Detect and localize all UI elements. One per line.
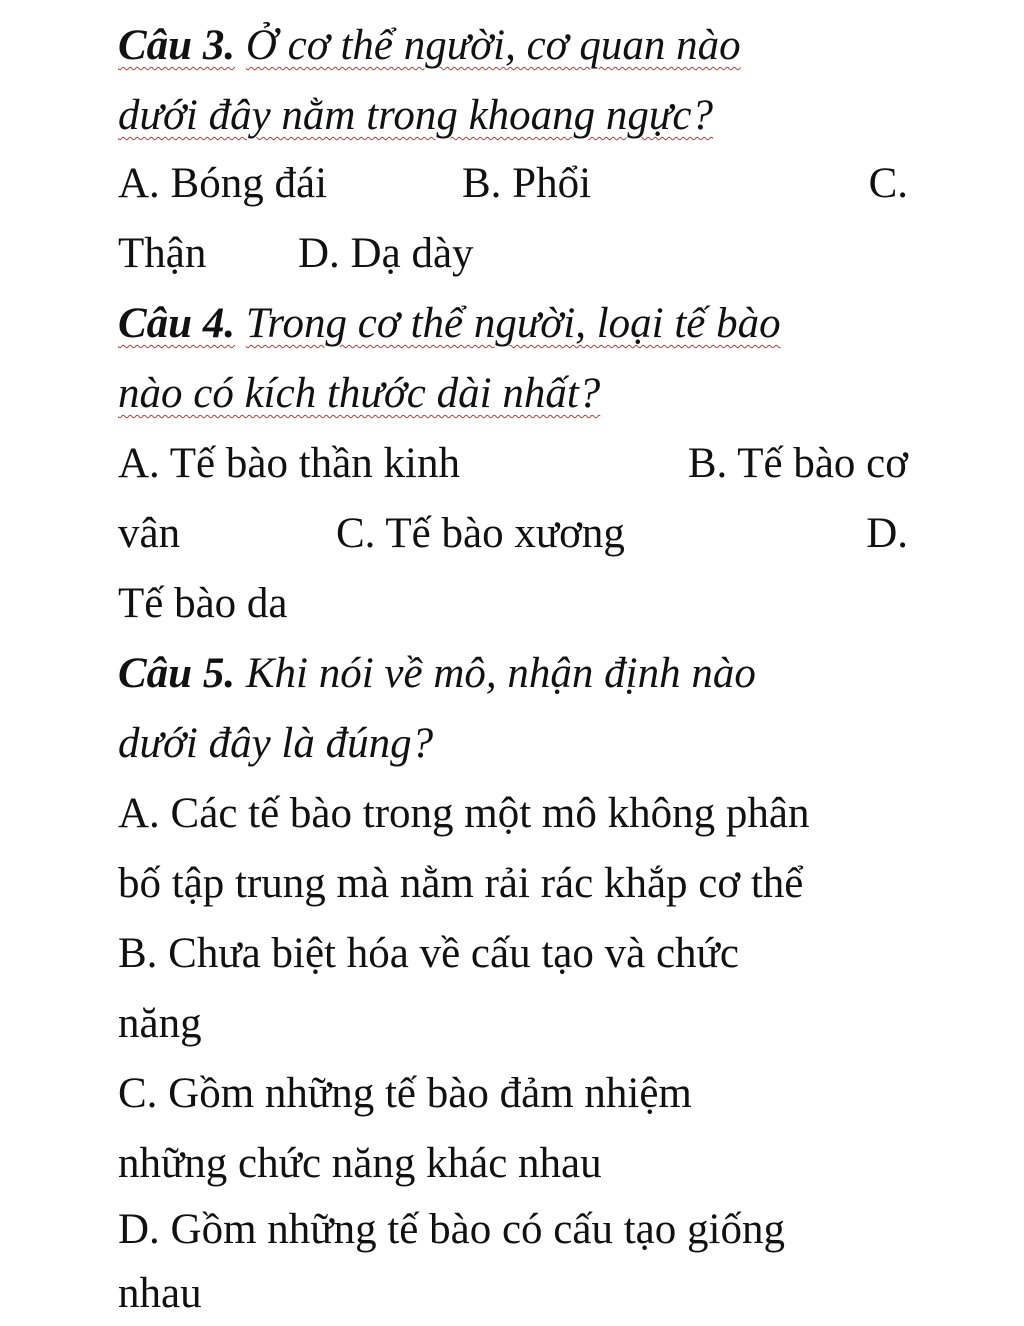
question-3-text-1: Ở cơ thể người, cơ quan nào — [245, 22, 741, 69]
question-5-option-d-line-1 — [118, 1198, 908, 1262]
question-4-option-b-text: vân — [118, 510, 181, 557]
question-4-options-row-2 — [118, 502, 908, 566]
question-3-options-row-2 — [118, 222, 908, 286]
question-4-number: Câu 4. — [118, 300, 236, 347]
question-3-option-a: A. Bóng đái — [118, 160, 328, 207]
question-5-text-2: dưới đây là đúng? — [118, 720, 434, 767]
question-3-option-b: B. Phổi — [462, 160, 592, 207]
question-4-options-row-3 — [118, 572, 908, 636]
question-4-option-d-text: Tế bào da — [118, 580, 288, 627]
question-4-option-b-label: B. Tế bào cơ — [687, 440, 908, 487]
question-5-option-a-line-2 — [118, 852, 908, 916]
question-3-option-d: D. Dạ dày — [298, 230, 474, 277]
question-4-line-1 — [118, 292, 908, 356]
question-3-line-1 — [118, 14, 908, 78]
question-5-option-c-line-2 — [118, 1132, 908, 1196]
question-4-options-row-1 — [118, 432, 908, 496]
question-4-line-2 — [118, 362, 908, 426]
question-5-option-b-line-2 — [118, 992, 908, 1056]
question-3-options-row-1 — [118, 152, 908, 216]
question-5-option-c-text-1: C. Gồm những tế bào đảm nhiệm — [118, 1070, 692, 1117]
question-3-number: Câu 3. — [118, 22, 236, 69]
question-5-line-2 — [118, 712, 908, 776]
question-5-option-b-line-1 — [118, 922, 908, 986]
question-5-text-1: Khi nói về mô, nhận định nào — [245, 650, 756, 697]
question-5-option-a-text-1: A. Các tế bào trong một mô không phân — [118, 790, 810, 837]
question-5-option-a-text-2: bố tập trung mà nằm rải rác khắp cơ thể — [118, 860, 804, 907]
question-5-option-d-text-1: D. Gồm những tế bào có cấu tạo giống — [118, 1206, 785, 1253]
question-5-option-c-text-2: những chức năng khác nhau — [118, 1140, 602, 1187]
question-4-text-2: nào có kích thước dài nhất? — [118, 370, 601, 417]
question-5-option-d-text-2: nhau — [118, 1270, 202, 1317]
question-5-option-d-cut-line — [118, 1262, 202, 1317]
question-5-option-a-line-1 — [118, 782, 908, 846]
question-5-option-b-text-2: năng — [118, 1000, 202, 1047]
question-5-number: Câu 5. — [118, 650, 236, 697]
question-5-line-1 — [118, 642, 908, 706]
question-3-text-2: dưới đây nằm trong khoang ngực? — [118, 92, 713, 139]
question-4-text-1: Trong cơ thể người, loại tế bào — [245, 300, 781, 347]
question-3-line-2 — [118, 84, 908, 148]
question-4-option-d-label: D. — [866, 510, 908, 557]
question-5-option-b-text-1: B. Chưa biệt hóa về cấu tạo và chức — [118, 930, 739, 977]
question-4-option-a: A. Tế bào thần kinh — [118, 440, 460, 487]
question-3-option-c-label: C. — [868, 160, 908, 207]
question-5-option-c-line-1 — [118, 1062, 908, 1126]
question-4-option-c: C. Tế bào xương — [336, 510, 625, 557]
document-page — [118, 0, 908, 1317]
question-3-option-c-text: Thận — [118, 230, 207, 277]
